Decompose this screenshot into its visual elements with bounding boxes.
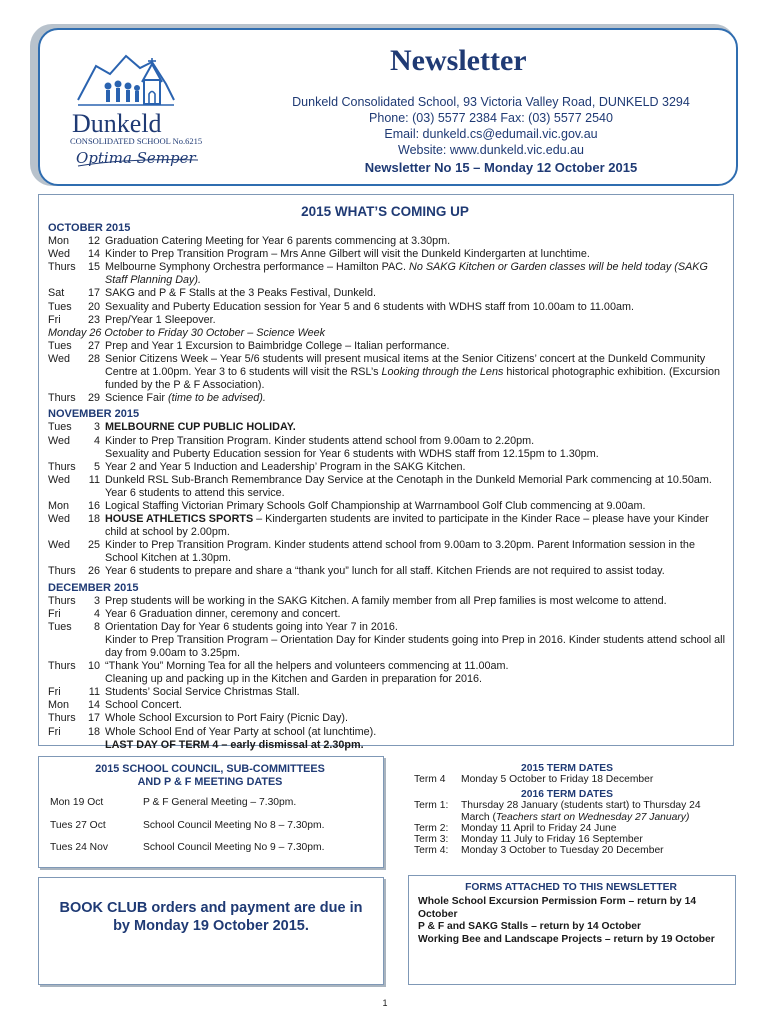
event-day: Wed (48, 248, 71, 261)
event-row (48, 565, 728, 578)
council-title (38, 763, 382, 789)
event-highlight: HOUSE ATHLETICS SPORTS (105, 513, 254, 526)
school-name-text: Dunkeld (72, 109, 162, 138)
term-dates: Monday 11 July to Friday 16 September (461, 834, 643, 845)
event-day: Wed (48, 473, 71, 486)
term-dates (461, 800, 721, 823)
meeting-date: Tues 27 Oct (50, 820, 106, 831)
event-day: Wed (48, 434, 71, 447)
event-day: Wed (48, 352, 71, 365)
event-day: Wed (48, 513, 71, 526)
school-sub-text: CONSOLIDATED SCHOOL No.6215 (70, 136, 203, 146)
event-row (48, 340, 728, 353)
term-note: Teachers start on Wednesday 27 January) (495, 811, 690, 823)
event-day: Mon (48, 499, 70, 512)
event-desc: Year 6 students to prepare and share a “thank you” lunch for all staff. Kitchen Friends are not required to assist today. (105, 565, 665, 578)
school-email: Email: dunkeld.cs@edumail.vic.gov.au (384, 127, 598, 141)
term-label: Term 1: (414, 800, 449, 811)
event-row (48, 435, 728, 461)
event-desc (105, 353, 728, 392)
event-desc (105, 435, 728, 461)
term-dates: Monday 3 October to Tuesday 20 December (461, 845, 664, 856)
council-title-line2: AND P & F MEETING DATES (137, 776, 283, 788)
event-desc: Prep/Year 1 Sleepover. (105, 313, 216, 326)
event-text: – Kindergarten students are invited to participate in the Kinder Race – please have your Kinder child at school by 2.00pm. (105, 513, 709, 539)
event-text-line2: Sexuality and Puberty Education session for Year 6 students with WDHS staff from 12.15pm to 1.30pm. (105, 447, 599, 460)
event-day: Tues (48, 300, 72, 313)
event-date: 11 (88, 686, 100, 699)
event-desc (105, 660, 728, 686)
event-desc: Sexuality and Puberty Education session for Year 5 and 6 students with WDHS staff from 10.00am to 11.00am. (105, 300, 634, 313)
event-row (48, 392, 728, 405)
event-row (48, 287, 728, 300)
event-row (48, 235, 728, 248)
event-row (48, 726, 728, 752)
event-date: 12 (87, 235, 100, 248)
council-title-line1: 2015 SCHOOL COUNCIL, SUB-COMMITTEES (95, 763, 325, 775)
term-dates-2016-title: 2016 TERM DATES (521, 789, 613, 800)
event-desc: Prep students will be working in the SAKG Kitchen. A family member from all Prep families is most welcome to attend. (105, 594, 667, 607)
event-row (48, 461, 728, 474)
event-date: 17 (87, 287, 100, 300)
event-date: 29 (87, 392, 100, 405)
event-row (48, 608, 728, 621)
event-date: 4 (93, 434, 100, 447)
event-text: Whole School End of Year Party at school (at lunchtime). (105, 725, 377, 738)
meeting-date: Tues 24 Nov (50, 842, 108, 853)
term-label: Term 2: (414, 823, 449, 834)
event-row (48, 301, 728, 314)
event-day: Mon (48, 235, 70, 248)
event-date: 3 (93, 594, 100, 607)
term-dates: Monday 5 October to Friday 18 December (461, 774, 654, 785)
school-logo-graphic (48, 38, 248, 173)
event-row (48, 353, 728, 392)
event-date: 11 (88, 473, 100, 486)
meeting-desc: P & F General Meeting – 7.30pm. (143, 797, 297, 808)
event-row (48, 314, 728, 327)
week-note: Monday 26 October to Friday 30 October – Science Week (48, 326, 326, 339)
term-dates-text: Thursday 28 January (students start) to Thursday 24 March ( (461, 800, 701, 823)
event-day: Fri (48, 725, 61, 738)
event-day: Fri (48, 686, 61, 699)
event-row (48, 712, 728, 725)
event-text-line2: Kinder to Prep Transition Program – Orientation Day for Kinder students going into Prep in 2016. Kinder students attend school all day from 9.00am to 3.25pm. (105, 633, 725, 659)
event-day: Thurs (48, 565, 76, 578)
term-dates: Monday 11 April to Friday 24 June (461, 823, 617, 834)
book-club-line1: BOOK CLUB orders and payment are due in (59, 900, 363, 916)
meeting-desc: School Council Meeting No 8 – 7.30pm. (143, 820, 325, 831)
event-day: Thurs (48, 460, 76, 473)
event-row (48, 660, 728, 686)
event-date: 5 (93, 460, 100, 473)
event-day: Tues (48, 339, 72, 352)
event-note: Looking through the Lens (381, 366, 504, 379)
event-row (48, 513, 728, 539)
event-date: 18 (87, 513, 100, 526)
event-day: Tues (48, 421, 72, 434)
event-desc: Kinder to Prep Transition Program – Mrs Anne Gilbert will visit the Dunkeld Kindergarten at lunchtime. (105, 248, 590, 261)
event-day: Wed (48, 539, 71, 552)
event-date: 3 (93, 421, 100, 434)
form-item: P & F and SAKG Stalls – return by 14 October (418, 921, 641, 932)
event-text: Orientation Day for Year 6 students going into Year 7 in 2016. (105, 620, 398, 633)
event-note: (time to be advised). (168, 392, 266, 405)
event-desc: Graduation Catering Meeting for Year 6 parents commencing at 3.30pm. (105, 235, 451, 248)
book-club-notice (50, 899, 372, 935)
event-row (48, 421, 728, 434)
meeting-date: Mon 19 Oct (50, 797, 104, 808)
page-title: Newsletter (390, 44, 527, 77)
event-date: 18 (87, 725, 100, 738)
event-day: Mon (48, 699, 70, 712)
event-date: 23 (87, 313, 100, 326)
motto-text: Optima Semper (76, 149, 196, 167)
event-date: 27 (87, 339, 100, 352)
event-day: Fri (48, 607, 61, 620)
event-desc (105, 621, 728, 660)
page-number: 1 (382, 998, 388, 1008)
event-row (48, 261, 728, 287)
term-dates-2015-title: 2015 TERM DATES (521, 763, 613, 774)
event-date: 16 (87, 499, 100, 512)
event-text: Science Fair (105, 392, 169, 405)
meeting-desc: School Council Meeting No 9 – 7.30pm. (143, 842, 325, 853)
event-desc: Dunkeld RSL Sub-Branch Remembrance Day Service at the Cenotaph in the Dunkeld Memorial Park commencing at 10.50am. Year 6 students to attend this service. (105, 473, 712, 499)
month-heading-october: OCTOBER 2015 (48, 222, 131, 234)
month-heading-november: NOVEMBER 2015 (48, 408, 140, 421)
form-item: Working Bee and Landscape Projects – return by 19 October (418, 933, 715, 945)
event-row (48, 500, 728, 513)
school-address: Dunkeld Consolidated School, 93 Victoria Valley Road, DUNKELD 3294 (292, 95, 690, 109)
event-date: 25 (87, 539, 100, 552)
event-day: Thurs (48, 712, 76, 725)
event-day: Thurs (48, 261, 76, 274)
event-row (48, 621, 728, 660)
event-desc (105, 392, 728, 405)
event-desc: MELBOURNE CUP PUBLIC HOLIDAY. (105, 421, 296, 434)
event-desc: School Concert. (105, 699, 182, 712)
newsletter-number: Newsletter No 15 – Monday 12 October 2015 (364, 160, 638, 175)
event-row (48, 595, 728, 608)
event-desc: SAKG and P & F Stalls at the 3 Peaks Festival, Dunkeld. (105, 287, 377, 300)
event-date: 28 (87, 352, 100, 365)
event-row (48, 539, 728, 565)
event-date: 4 (93, 607, 100, 620)
term-label: Term 3: (414, 834, 449, 845)
event-date: 17 (87, 712, 100, 725)
forms-title: FORMS ATTACHED TO THIS NEWSLETTER (465, 882, 677, 893)
event-row (48, 686, 728, 699)
event-date: 15 (87, 261, 100, 274)
event-date: 20 (87, 300, 100, 313)
form-item: Whole School Excursion Permission Form – return by 14 October (418, 896, 697, 920)
event-text: Melbourne Symphony Orchestra performance – Hamilton PAC. (105, 261, 410, 274)
event-text: “Thank You” Morning Tea for all the helpers and volunteers commencing at 11.00am. (105, 660, 509, 673)
event-day: Thurs (48, 660, 76, 673)
event-date: 8 (93, 620, 100, 633)
event-desc (105, 513, 728, 539)
event-day: Sat (48, 287, 65, 300)
event-text: Senior Citizens Week – Year 5/6 students will present musical items at the Senior Citizens’ concert at the Dunkeld Community Centre at 1.00pm. Year 3 to 6 students will visit the RSL’s (105, 352, 706, 379)
event-desc (105, 261, 728, 287)
event-day: Thurs (48, 392, 76, 405)
event-date: 10 (87, 660, 100, 673)
event-note: No SAKG Kitchen or Garden classes will be held today (SAKG Staff Planning Day). (105, 261, 708, 287)
event-desc: Year 2 and Year 5 Induction and Leadership’ Program in the SAKG Kitchen. (105, 460, 466, 473)
event-highlight: LAST DAY OF TERM 4 – early dismissal at 2.30pm. (105, 738, 364, 751)
month-heading-december: DECEMBER 2015 (48, 581, 139, 594)
event-day: Tues (48, 620, 72, 633)
school-logo (48, 38, 248, 173)
event-desc: Prep and Year 1 Excursion to Baimbridge College – Italian performance. (105, 339, 450, 352)
forms-list (418, 896, 724, 946)
event-text-cont: historical photographic exhibition. (Excursion funded by the P & F Association). (105, 366, 721, 392)
school-website: Website: www.dunkeld.vic.edu.au (398, 143, 584, 157)
event-desc: Whole School Excursion to Port Fairy (Picnic Day). (105, 712, 349, 725)
events-list (48, 222, 728, 752)
event-row (48, 474, 728, 500)
event-desc: Logical Staffing Victorian Primary Schools Golf Championship at Warrnambool Golf Club commencing at 9.00am. (105, 499, 646, 512)
event-date: 14 (87, 248, 100, 261)
event-text: Kinder to Prep Transition Program. Kinder students attend school from 9.00am to 2.20pm. (105, 434, 535, 447)
term-label: Term 4: (414, 845, 449, 856)
event-row (48, 699, 728, 712)
event-date: 14 (87, 699, 100, 712)
event-desc: Year 6 Graduation dinner, ceremony and concert. (105, 607, 341, 620)
event-desc: Kinder to Prep Transition Program. Kinder students attend school from 9.00am to 3.20pm. Parent Information session in the School Kitchen at 1.30pm. (105, 539, 695, 565)
event-desc (105, 726, 728, 752)
event-text-line2: Cleaning up and packing up in the Kitchen and Garden in preparation for 2016. (105, 673, 482, 686)
coming-up-title: 2015 WHAT’S COMING UP (301, 204, 469, 219)
event-row (48, 248, 728, 261)
event-desc: Students’ Social Service Christmas Stall. (105, 686, 300, 699)
event-date: 26 (87, 565, 100, 578)
book-club-line2: by Monday 19 October 2015. (113, 918, 309, 934)
term-label: Term 4 (414, 774, 446, 785)
event-day: Thurs (48, 594, 76, 607)
event-day: Fri (48, 313, 61, 326)
school-phone: Phone: (03) 5577 2384 Fax: (03) 5577 2540 (369, 111, 613, 125)
